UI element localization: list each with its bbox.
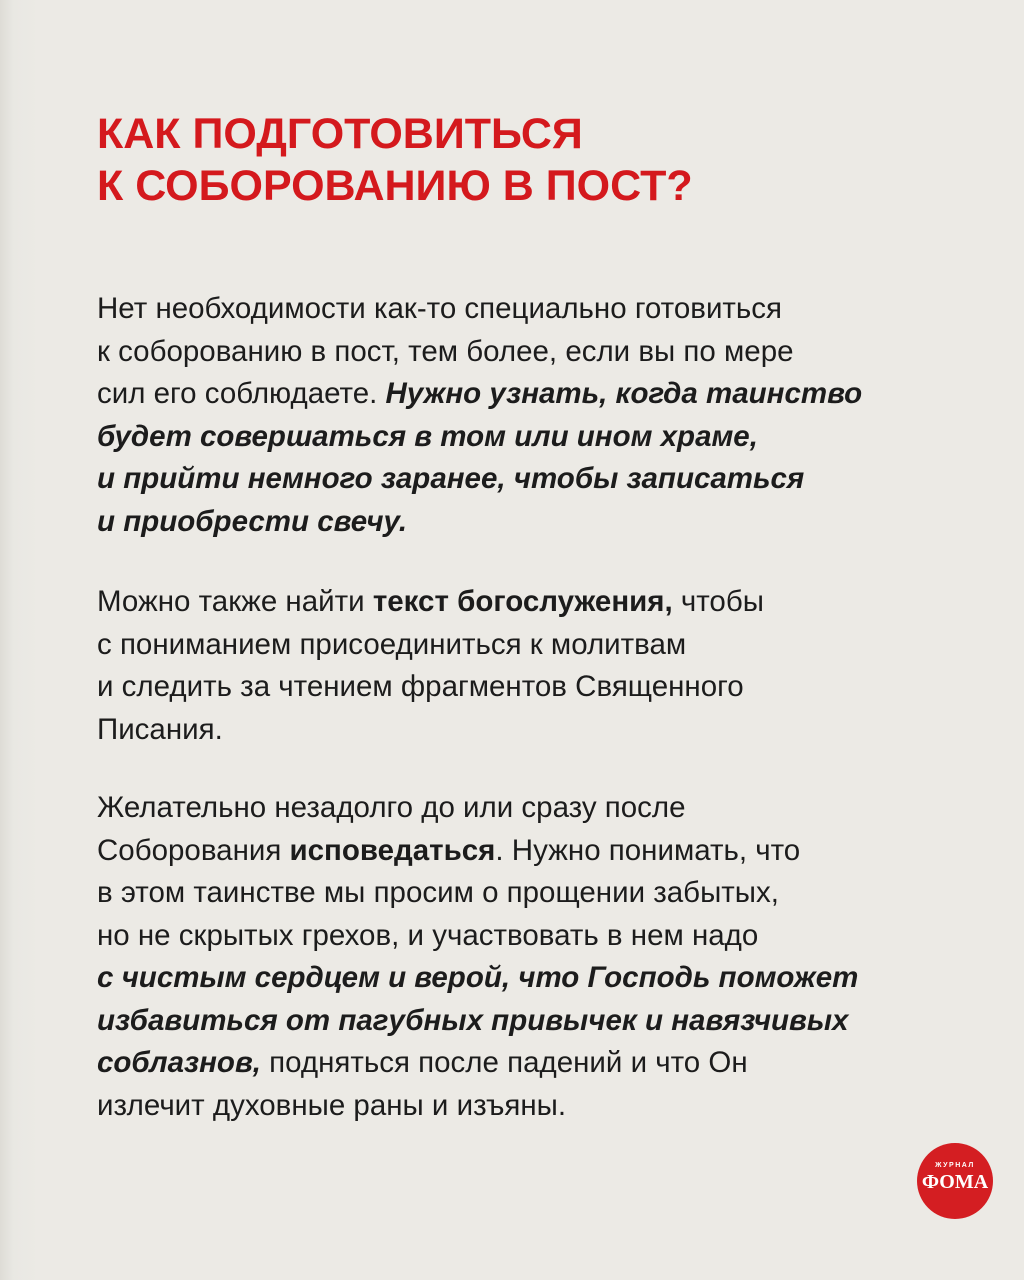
text-line [97, 373, 987, 416]
paragraph-preparation [97, 288, 987, 543]
emphasis-line: с чистым сердцем и верой, что Господь поможет [97, 961, 859, 994]
text-line: с пониманием присоединиться к молитвам [97, 627, 687, 661]
text-fragment: . Нужно понимать, что [495, 833, 801, 867]
title-line-2: К СОБОРОВАНИЮ В ПОСТ? [97, 162, 693, 210]
text-line: но не скрытых грехов, и участвовать в нем надо [97, 918, 759, 952]
text-line [97, 581, 987, 624]
text-line: Желательно незадолго до или сразу после [97, 791, 686, 824]
logo-caption: ЖУРНАЛ [935, 1162, 975, 1169]
emphasis-line: избавиться от пагубных привычек и навязчивых [97, 1003, 849, 1037]
paragraph-confession [97, 787, 987, 1127]
text-line: к соборованию в пост, тем более, если вы по мере [97, 334, 794, 368]
text-line [97, 830, 987, 873]
text-line: Писания. [97, 712, 223, 746]
emphasis-line: будет совершаться в том или ином храме, [97, 419, 758, 453]
foma-magazine-logo [917, 1143, 993, 1219]
text-line [97, 1042, 987, 1085]
page-title [97, 108, 937, 212]
emphasis-text: соблазнов, [97, 1046, 261, 1079]
emphasis-text: Нужно узнать, когда таинство [385, 377, 863, 410]
title-line-1: КАК ПОДГОТОВИТЬСЯ [97, 110, 583, 158]
emphasis-line: и приобрести свечу. [97, 504, 408, 538]
logo-wordmark: ФОМА [921, 1171, 989, 1193]
text-line: Нет необходимости как-то специально готовиться [97, 292, 783, 325]
paragraph-service-text [97, 581, 987, 751]
bold-text: текст богослужения, [372, 585, 673, 618]
text-fragment: сил его соблюдаете. [97, 377, 386, 410]
text-line: излечит духовные раны и изъяны. [97, 1088, 567, 1122]
text-line: в этом таинстве мы просим о прощении забытых, [97, 876, 779, 909]
text-fragment: Соборования [97, 833, 290, 867]
emphasis-line: и прийти немного заранее, чтобы записаться [97, 462, 805, 495]
text-line: и следить за чтением фрагментов Священного [97, 670, 744, 703]
text-fragment: чтобы [672, 585, 764, 618]
bold-text: исповедаться [289, 833, 496, 867]
text-fragment: подняться после падений и что Он [260, 1046, 748, 1079]
text-fragment: Можно также найти [97, 585, 373, 618]
